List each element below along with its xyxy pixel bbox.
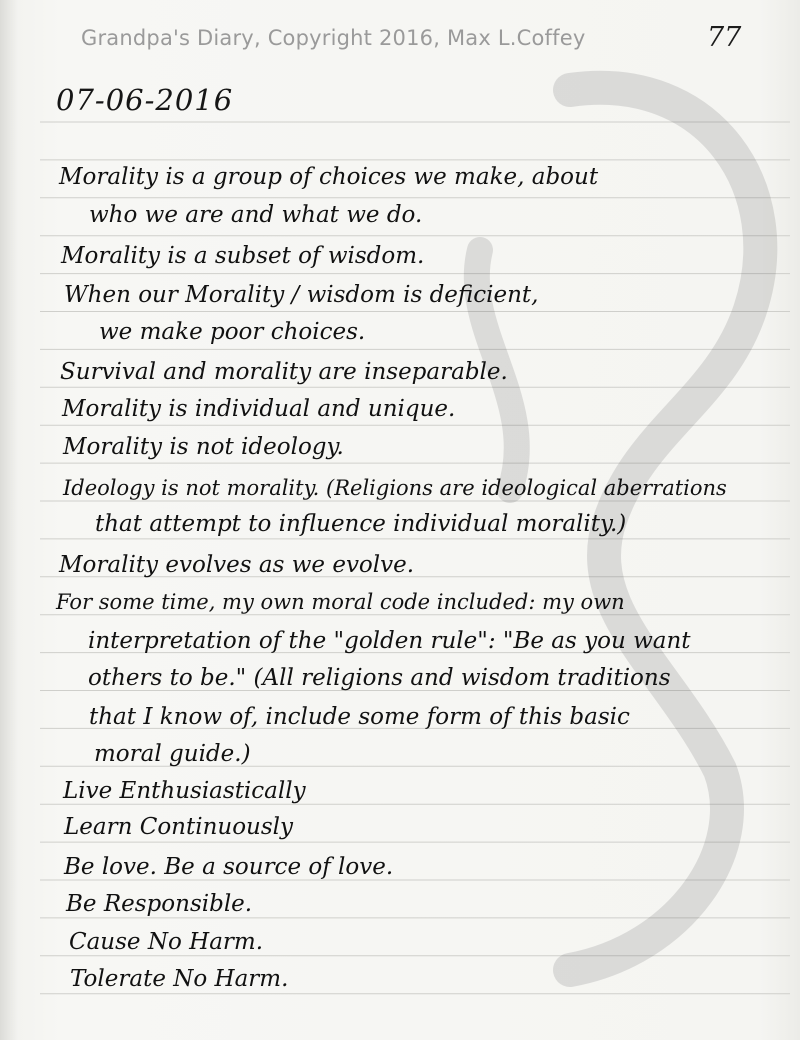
entry-line: Morality evolves as we evolve. xyxy=(59,552,415,578)
entry-line: Morality is a group of choices we make, about xyxy=(59,164,599,190)
entry-line: Live Enthusiastically xyxy=(63,778,306,804)
entry-line: others to be." (All religions and wisdom traditions xyxy=(88,665,671,691)
entry-line: Ideology is not morality. (Religions are ideological aberrations xyxy=(63,476,727,500)
entry-line: that I know of, include some form of this basic xyxy=(89,704,630,730)
entry-line: interpretation of the "golden rule": "Be as you want xyxy=(88,628,691,654)
entry-line: Cause No Harm. xyxy=(69,929,264,955)
entry-line: Be Responsible. xyxy=(66,891,253,917)
entry-line: When our Morality / wisdom is deficient, xyxy=(64,282,539,308)
entry-line: moral guide.) xyxy=(94,741,251,767)
page-header: Grandpa's Diary, Copyright 2016, Max L.Coffey xyxy=(81,26,586,50)
entry-line: Morality is not ideology. xyxy=(63,434,344,460)
entry-line: Survival and morality are inseparable. xyxy=(60,359,508,385)
entry-line: we make poor choices. xyxy=(99,319,366,345)
entry-line: Morality is a subset of wisdom. xyxy=(61,243,425,269)
entry-line: Be love. Be a source of love. xyxy=(64,854,394,880)
page-number: 77 xyxy=(707,22,742,53)
entry-line: Learn Continuously xyxy=(64,814,294,840)
entry-line: who we are and what we do. xyxy=(89,202,423,228)
entry-line: that attempt to influence individual morality.) xyxy=(95,511,627,537)
entry-line: Morality is individual and unique. xyxy=(62,396,456,422)
entry-date: 07-06-2016 xyxy=(56,83,234,117)
entry-line: Tolerate No Harm. xyxy=(70,966,289,992)
entry-line: For some time, my own moral code included: my own xyxy=(56,590,625,614)
